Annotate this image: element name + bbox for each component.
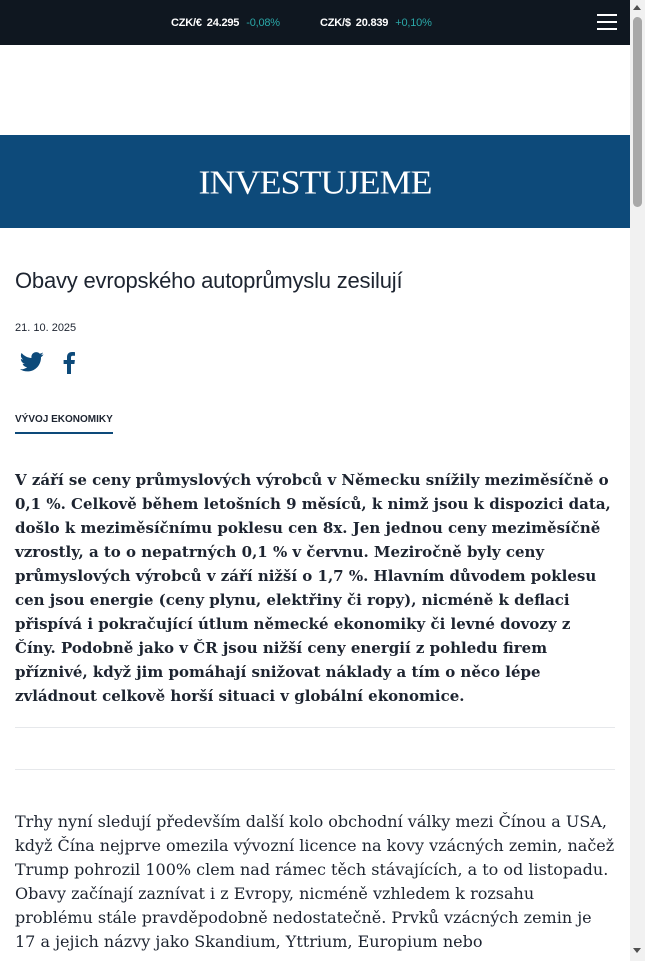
ticker-eur — [171, 0, 280, 45]
divider — [15, 727, 615, 728]
brand-banner — [0, 135, 630, 228]
twitter-icon[interactable] — [20, 352, 44, 374]
category-link[interactable]: VÝVOJ EKONOMIKY — [15, 414, 113, 434]
ticker-value: 24.295 — [206, 16, 240, 29]
article-title: Obavy evropského autoprůmyslu zesilují — [15, 268, 403, 293]
ticker-usd — [320, 0, 432, 45]
divider — [15, 769, 615, 770]
hamburger-icon[interactable] — [597, 14, 617, 30]
article-date: 21. 10. 2025 — [15, 322, 77, 334]
site-logo[interactable]: INVESTUJEME — [198, 162, 432, 201]
facebook-icon[interactable] — [62, 352, 76, 374]
ticker-change: -0,08% — [246, 16, 280, 29]
ticker-pair: CZK/€ — [171, 16, 202, 29]
ticker-pair: CZK/$ — [320, 16, 351, 29]
scroll-up-arrow-icon[interactable] — [633, 5, 641, 10]
ticker-value: 20.839 — [355, 16, 389, 29]
ad-space — [0, 45, 630, 135]
ticker-change: +0,10% — [395, 16, 432, 29]
scroll-down-arrow-icon[interactable] — [633, 948, 641, 953]
scrollbar[interactable] — [630, 0, 645, 961]
share-buttons — [20, 352, 76, 374]
article-lead: V září se ceny průmyslových výrobců v Německu snížily meziměsíčně o 0,1 %. Celkově během letošních 9 měsíců, k nimž jsou k dispozici data, došlo k meziměsíčnímu poklesu cen 8x. Jen jednou ceny meziměsíčně vzrostly, a to o nepatrných 0,1 % v červnu. Meziročně byly ceny průmyslových výrobců v září nižší o 1,7 %. Hlavním důvodem poklesu cen jsou energie (ceny plynu, elektřiny či ropy), nicméně k deflaci přispívá i pokračující útlum německé ekonomiky či levné dovozy z Číny. Podobně jako v ČR jsou nižší ceny energií z pohledu firem příznivé, když jim pomáhají snižovat náklady a tím o něco lépe zvládnout celkově horší situaci v globální ekonomice. — [15, 471, 611, 705]
article-paragraph: Trhy nyní sledují především další kolo obchodní války mezi Čínou a USA, když Čína nejprve omezila vývozní licence na kovy vzácných zemin, načež Trump pohrozil 100% clem nad rámec těch stávajících, a to od listopadu. Obavy začínají zaznívat i z Evropy, nicméně vzhledem k rozsahu problému stále pravděpodobně nedostatečně. Prvků vzácných zemin je 17 a jejich názvy jako Skandium, Yttrium, Europium nebo — [15, 812, 615, 951]
scrollbar-thumb[interactable] — [633, 17, 642, 207]
top-bar — [0, 0, 630, 45]
